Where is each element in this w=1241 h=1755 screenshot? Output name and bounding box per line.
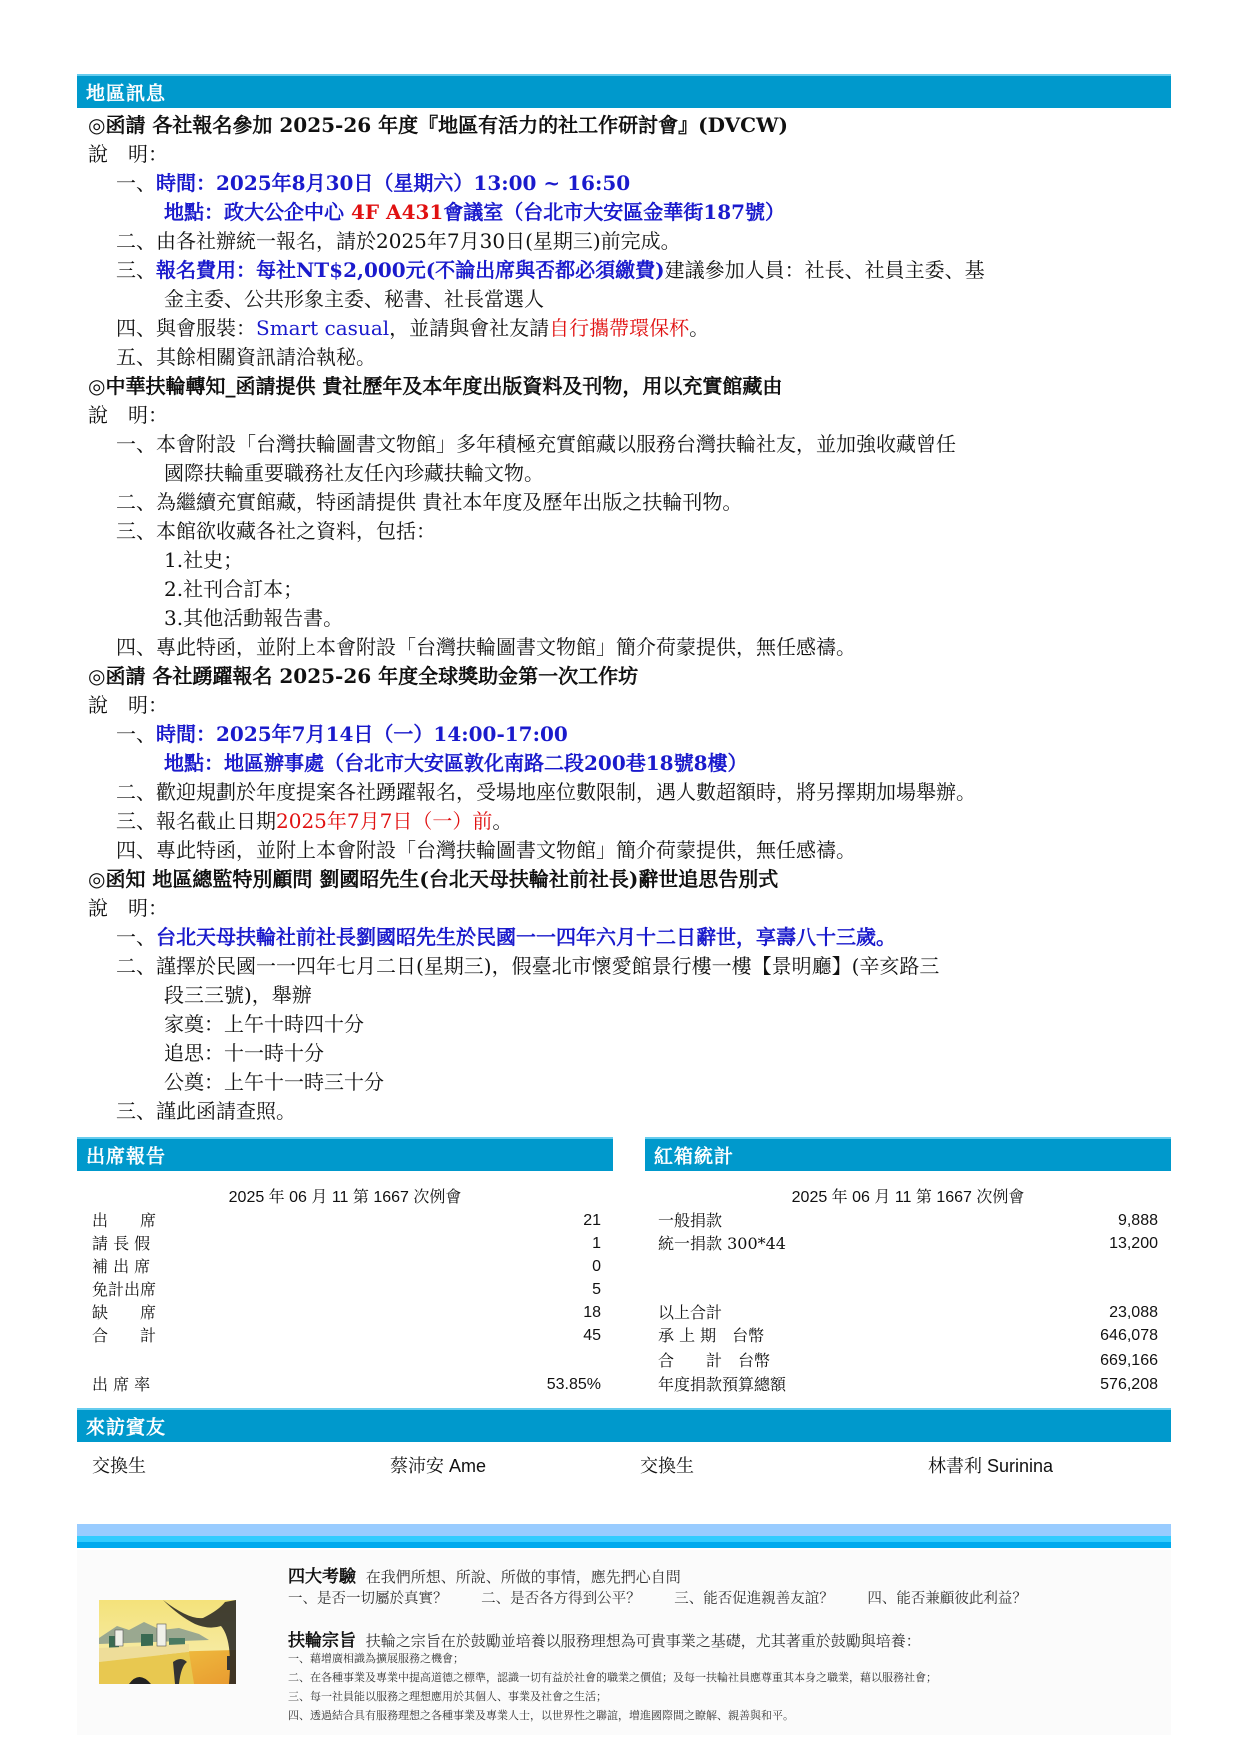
object-of-rotary-header (288, 1626, 921, 1651)
donation-row (658, 1209, 1158, 1232)
row-value: 45 (583, 1327, 601, 1344)
four-way-question: 一、是否一切屬於真實？ (288, 1591, 448, 1607)
attendance-table (92, 1209, 601, 1399)
section-title: 地區訊息 (86, 82, 167, 105)
place-address: 會議室（台北市大安區金華街187號） (443, 200, 786, 224)
visitor-name: 蔡沛安 Ame (390, 1456, 487, 1476)
row-value: 646,078 (1100, 1327, 1158, 1344)
place-room: 4F A431 (350, 200, 444, 224)
sub-item: 2.社刊合訂本； (164, 577, 304, 601)
suggested-attendees: 建議參加人員：社長、社員主委、基 (664, 258, 985, 282)
row-label: 出 席 率 (92, 1375, 151, 1394)
attendance-row (92, 1209, 601, 1232)
row-value: 9,888 (1117, 1212, 1158, 1229)
row-label: 缺 席 (92, 1303, 157, 1322)
row-label: 一般捐款 (658, 1211, 723, 1230)
four-way-test-intro: 在我們所想、所說、所做的事情，應先捫心自問 (365, 1570, 681, 1586)
event-time: 時間：2025年8月30日（星期六）13:00 ~ 16:50 (156, 171, 631, 195)
notice-item: 三、本館欲收藏各社之資料，包括： (116, 519, 436, 543)
four-way-test-title: 四大考驗 (288, 1567, 356, 1586)
cup-note: 自行攜帶環保杯 (549, 316, 690, 340)
row-value: 669,166 (1100, 1352, 1158, 1369)
place-label: 地點：政大公企中心 (164, 200, 351, 224)
dress-note: ，並請與會社友請 (389, 316, 550, 340)
sub-item: 3.其他活動報告書。 (164, 606, 344, 630)
obituary-text: 台北天母扶輪社前社長劉國昭先生於民國一一四年六月十二日辭世，享壽八十三歲。 (156, 925, 896, 949)
deadline-date: 2025年7月7日（一）前 (276, 809, 493, 833)
donation-row (658, 1349, 1158, 1372)
object-of-rotary-title: 扶輪宗旨 (288, 1631, 356, 1650)
notice-title: ◎中華扶輪轉知_函請提供 貴社歷年及本年度出版資料及刊物，用以充實館藏由 (88, 374, 783, 398)
four-way-question: 三、能否促進親善友誼？ (674, 1591, 834, 1607)
notice-item: 一、本會附設「台灣扶輪圖書文物館」多年積極充實館藏以服務台灣扶輪社友，並加強收藏曾任 (116, 432, 956, 456)
visitor-type: 交換生 (640, 1456, 694, 1477)
row-label: 年度捐款預算總額 (658, 1375, 787, 1394)
notice-desc-label: 說 明： (88, 403, 168, 427)
notice-item: 二、為繼續充實館藏，特函請提供 貴社本年度及歷年出版之扶輪刊物。 (116, 490, 743, 514)
notice-desc-label: 說 明： (88, 896, 168, 920)
notice-item (116, 807, 512, 836)
visitor-type: 交換生 (92, 1456, 146, 1477)
notice-title: ◎函請 各社踴躍報名 2025-26 年度全球獎助金第一次工作坊 (88, 664, 639, 688)
donation-row (658, 1324, 1158, 1347)
notice-item: 二、歡迎規劃於年度提案各社踴躍報名，受場地座位數限制，遇人數超額時，將另擇期加場舉辦。 (116, 780, 976, 804)
sub-item: 1.社史； (164, 548, 244, 572)
four-way-question: 四、能否兼顧彼此利益？ (867, 1591, 1027, 1607)
item-number: 一、 (116, 722, 156, 746)
notice-item (116, 314, 709, 343)
notice-item (116, 256, 985, 285)
section-title: 出席報告 (86, 1145, 167, 1168)
row-label: 合 計 (92, 1326, 157, 1345)
row-label: 承 上 期 台幣 (658, 1326, 765, 1345)
object-item: 一、藉增廣相識為擴展服務之機會； (288, 1653, 464, 1665)
attendance-row (92, 1324, 601, 1347)
notice-item (116, 923, 896, 952)
attendance-row (92, 1278, 601, 1301)
notice-desc-label: 說 明： (88, 142, 168, 166)
dress-label: 四、與會服裝： (116, 316, 256, 340)
attendance-meeting-date: 2025 年 06 月 11 第 1667 次例會 (228, 1189, 462, 1206)
row-value: 0 (592, 1258, 601, 1275)
item-number: 一、 (116, 925, 156, 949)
row-label: 統一捐款 300*44 (658, 1234, 786, 1253)
row-label: 免計出席 (92, 1280, 157, 1299)
notice-item: 四、專此特函，並附上本會附設「台灣扶輪圖書文物館」簡介荷蒙提供，無任感禱。 (116, 635, 856, 659)
footer-stripe-dark (77, 1542, 1171, 1548)
object-item: 三、每一社員能以服務之理想應用於其個人、事業及社會之生活； (288, 1691, 607, 1703)
section-title: 紅箱統計 (654, 1145, 735, 1168)
notice-item: 四、專此特函，並附上本會附設「台灣扶輪圖書文物館」簡介荷蒙提供，無任感禱。 (116, 838, 856, 862)
event-place: 地點：地區辦事處（台北市大安區敦化南路二段200巷18號8樓） (164, 751, 748, 775)
item-number: 一、 (116, 171, 156, 195)
notice-item: 三、謹此函請查照。 (116, 1099, 296, 1123)
red-box-table (658, 1209, 1158, 1399)
row-label: 出 席 (92, 1211, 157, 1230)
red-box-meeting-date: 2025 年 06 月 11 第 1667 次例會 (791, 1189, 1025, 1206)
row-value: 21 (583, 1212, 601, 1229)
event-time: 時間：2025年7月14日（一）14:00-17:00 (156, 722, 568, 746)
schedule-item: 追思：十一時十分 (164, 1041, 324, 1065)
row-value: 18 (583, 1304, 601, 1321)
notice-item: 二、謹擇於民國一一四年七月二日(星期三)，假臺北市懷愛館景行樓一樓【景明廳】(辛亥路三 (116, 954, 940, 978)
notice-title: ◎函請 各社報名參加 2025-26 年度『地區有活力的社工作研討會』(DVCW) (88, 113, 788, 137)
row-label: 以上合計 (658, 1303, 723, 1322)
donation-row (658, 1373, 1158, 1396)
attendance-rate: 53.85% (546, 1376, 601, 1393)
footer-panel (77, 1550, 1171, 1735)
registration-fee: 報名費用：每社NT$2,000元(不論出席與否都必須繳費) (156, 258, 665, 282)
dress-code: Smart casual (256, 316, 390, 340)
object-of-rotary-intro: 扶輪之宗旨在於鼓勵並培養以服務理想為可貴事業之基礎，尤其著重於鼓勵與培養： (365, 1634, 921, 1650)
notice-desc-label: 說 明： (88, 693, 168, 717)
section-title: 來訪賓友 (86, 1416, 167, 1439)
donation-row (658, 1232, 1158, 1255)
row-value: 5 (592, 1281, 601, 1298)
schedule-item: 公奠：上午十一時三十分 (164, 1070, 384, 1094)
period: 。 (689, 316, 710, 340)
row-label: 補 出 席 (92, 1257, 151, 1276)
row-label: 請 長 假 (92, 1234, 151, 1253)
attendance-rate-row (92, 1373, 601, 1396)
notice-item: 五、其餘相關資訊請洽執秘。 (116, 345, 376, 369)
four-way-question: 二、是否各方得到公平？ (481, 1591, 641, 1607)
object-item: 二、在各種事業及專業中提高道德之標準，認識一切有益於社會的職業之價值；及每一扶輪社員應尊重其本身之職業，藉以服務社會； (288, 1672, 937, 1684)
visitors-row (92, 1452, 1162, 1478)
row-value: 576,208 (1100, 1376, 1158, 1393)
event-place (164, 198, 785, 227)
schedule-item: 家奠：上午十時四十分 (164, 1012, 364, 1036)
bridge-landscape-image (99, 1600, 236, 1684)
deadline-label: 三、報名截止日期 (116, 809, 276, 833)
section-header-red-box (645, 1137, 1171, 1171)
row-label: 合 計 台幣 (658, 1351, 771, 1370)
notice-item: 二、由各社辦統一報名，請於2025年7月30日(星期三)前完成。 (116, 229, 681, 253)
attendance-row (92, 1232, 601, 1255)
notice-item-cont: 金主委、公共形象主委、秘書、社長當選人 (164, 287, 544, 311)
section-header-visitors (77, 1408, 1171, 1442)
section-header-district-news (77, 74, 1171, 108)
row-value: 23,088 (1109, 1304, 1158, 1321)
period: 。 (492, 809, 513, 833)
attendance-row (92, 1301, 601, 1324)
row-value: 1 (592, 1235, 601, 1252)
four-way-test-header (288, 1562, 681, 1587)
notice-item-cont: 國際扶輪重要職務社友任內珍藏扶輪文物。 (164, 461, 544, 485)
notice-item (116, 720, 568, 749)
footer-stripe-light (77, 1524, 1171, 1536)
notice-item-cont: 段三三號)，舉辦 (164, 983, 312, 1007)
notice-item (116, 169, 630, 198)
row-value: 13,200 (1109, 1235, 1158, 1252)
item-number: 三、 (116, 258, 156, 282)
object-item: 四、透過結合具有服務理想之各種事業及專業人士，以世界性之聯誼，增進國際間之瞭解、親善與和平。 (288, 1710, 794, 1722)
donation-row (658, 1301, 1158, 1324)
attendance-row (92, 1255, 601, 1278)
visitor-name: 林書利 Surinina (928, 1456, 1054, 1476)
four-way-test-questions (288, 1587, 1027, 1608)
section-header-attendance (77, 1137, 613, 1171)
notice-title: ◎函知 地區總監特別顧問 劉國昭先生(台北天母扶輪社前社長)辭世追思告別式 (88, 867, 779, 891)
